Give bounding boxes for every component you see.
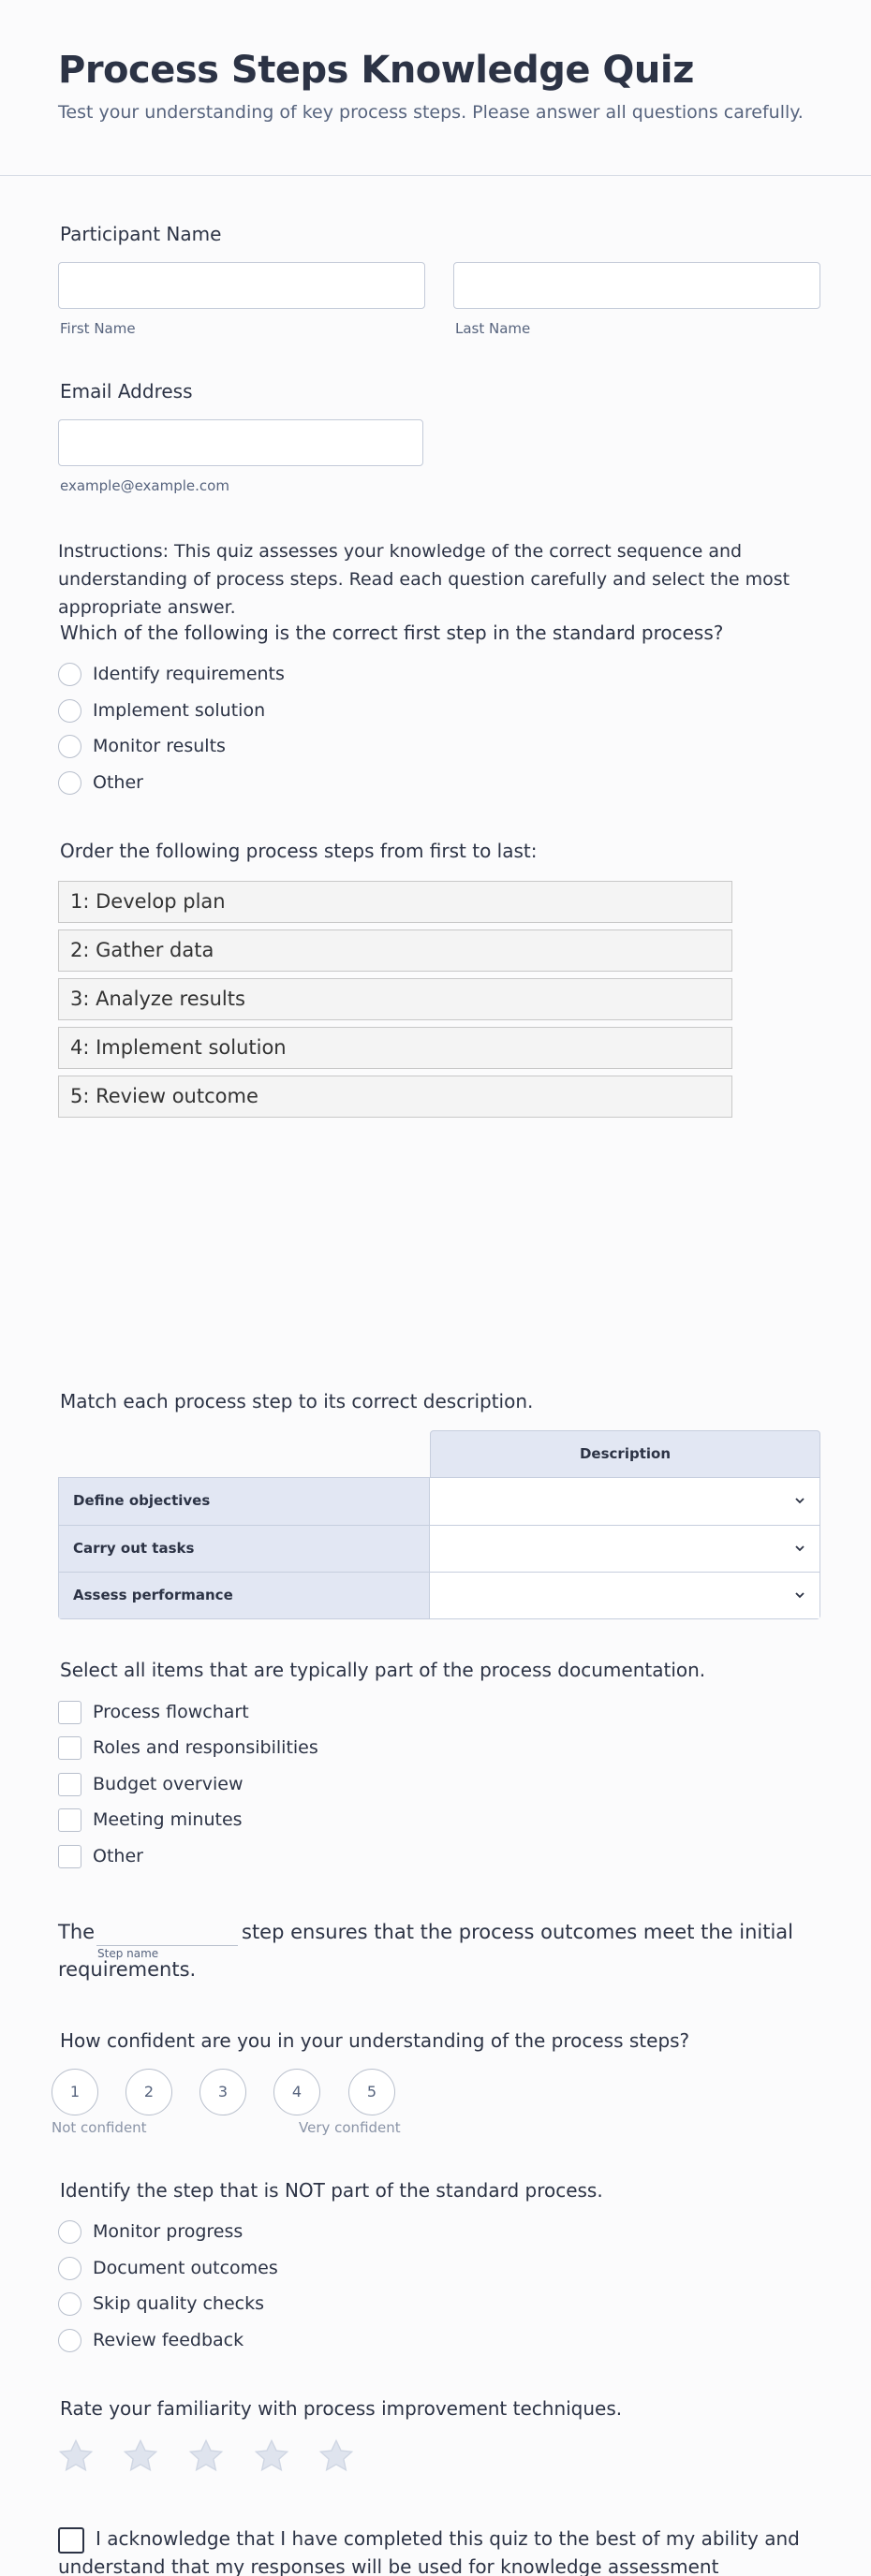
order-item[interactable]: 1: Develop plan <box>58 881 732 923</box>
q1-option[interactable] <box>58 768 143 797</box>
q6-question: How confident are you in your understanding of the process steps? <box>60 2029 690 2052</box>
q4-question: Select all items that are typically part of the process documentation. <box>60 1659 706 1681</box>
q4-option[interactable] <box>58 1734 318 1762</box>
q3-question: Match each process step to its correct description. <box>60 1390 534 1412</box>
email-sublabel: example@example.com <box>60 477 229 494</box>
radio-button[interactable] <box>58 2329 81 2352</box>
fill-blank-suffix: step ensures that the process outcomes meet the initial <box>242 1921 793 1943</box>
q7-question: Identify the step that is NOT part of the standard process. <box>60 2179 603 2202</box>
checkbox[interactable] <box>58 1808 81 1832</box>
q8-question: Rate your familiarity with process improvement techniques. <box>60 2397 623 2420</box>
fill-blank-prefix: The <box>58 1921 96 1943</box>
instructions-text: Instructions: This quiz assesses your knowledge of the correct sequence and understanding of process steps. Read each question carefully and select the most appropriate answer. <box>58 541 790 618</box>
radio-button[interactable] <box>58 699 81 723</box>
q7-option-label: Review feedback <box>93 2330 244 2350</box>
fill-blank-hint: Step name <box>97 1947 159 1960</box>
checkbox[interactable] <box>58 1845 81 1868</box>
q4-option[interactable] <box>58 1770 244 1798</box>
matrix-dropdown[interactable] <box>430 1526 819 1572</box>
q4-option[interactable] <box>58 1698 249 1726</box>
q1-option[interactable] <box>58 732 226 760</box>
q4-option-label: Roles and responsibilities <box>93 1737 318 1758</box>
acknowledge-text: I acknowledge that I have completed this quiz to the best of my ability and understand that my responses will be used for knowledge assessment <box>58 2527 800 2576</box>
radio-button[interactable] <box>58 771 81 795</box>
form-subtitle: Test your understanding of key process steps. Please answer all questions carefully. <box>58 102 804 123</box>
q4-option[interactable] <box>58 1806 243 1834</box>
checkbox[interactable] <box>58 1736 81 1760</box>
q7-option[interactable] <box>58 2217 243 2246</box>
first-name-input[interactable] <box>58 262 425 309</box>
radio-button[interactable] <box>58 2257 81 2280</box>
q4-option-label: Meeting minutes <box>93 1809 243 1830</box>
last-name-sublabel: Last Name <box>455 320 531 337</box>
q7-option-label: Document outcomes <box>93 2258 278 2278</box>
chevron-down-icon <box>793 1588 806 1602</box>
star-icon[interactable] <box>317 2437 356 2476</box>
matrix-row <box>59 1525 819 1572</box>
fill-blank-line2: requirements. <box>58 1958 197 1981</box>
email-input[interactable] <box>58 419 423 466</box>
q4-option-label: Process flowchart <box>93 1702 249 1722</box>
first-name-sublabel: First Name <box>60 320 136 337</box>
star-icon[interactable] <box>121 2437 160 2476</box>
q1-question: Which of the following is the correct first step in the standard process? <box>60 622 724 644</box>
q1-option-label: Other <box>93 772 143 793</box>
last-name-input[interactable] <box>453 262 820 309</box>
scale-option-4[interactable]: 4 <box>273 2069 320 2115</box>
matrix-dropdown[interactable] <box>430 1573 819 1618</box>
order-item[interactable]: 3: Analyze results <box>58 978 732 1020</box>
q7-option[interactable] <box>58 2326 244 2354</box>
q4-option[interactable] <box>58 1842 143 1870</box>
q2-question: Order the following process steps from first to last: <box>60 840 538 862</box>
scale-option-1[interactable]: 1 <box>52 2069 98 2115</box>
q1-option-label: Monitor results <box>93 736 226 756</box>
q4-option-label: Budget overview <box>93 1774 244 1794</box>
matrix-row <box>59 1478 819 1525</box>
q1-option[interactable] <box>58 696 265 724</box>
matrix-row <box>59 1572 819 1618</box>
radio-button[interactable] <box>58 2220 81 2244</box>
scale-option-5[interactable]: 5 <box>348 2069 395 2115</box>
q1-option[interactable] <box>58 660 285 688</box>
q7-option-label: Monitor progress <box>93 2221 244 2242</box>
form-title: Process Steps Knowledge Quiz <box>58 49 694 92</box>
checkbox[interactable] <box>58 1773 81 1796</box>
q7-option[interactable] <box>58 2254 278 2282</box>
matrix-dropdown[interactable] <box>430 1478 819 1525</box>
order-item[interactable]: 2: Gather data <box>58 929 732 972</box>
q1-option-label: Identify requirements <box>93 664 285 684</box>
q1-option-label: Implement solution <box>93 700 266 721</box>
q4-option-label: Other <box>93 1846 143 1866</box>
radio-button[interactable] <box>58 735 81 758</box>
radio-button[interactable] <box>58 663 81 686</box>
chevron-down-icon <box>793 1494 806 1507</box>
star-icon[interactable] <box>186 2437 226 2476</box>
matrix-row-label: Define objectives <box>59 1478 430 1525</box>
fill-blank-input[interactable] <box>96 1945 238 1946</box>
q7-option[interactable] <box>58 2290 264 2318</box>
star-icon[interactable] <box>252 2437 291 2476</box>
matrix-row-label: Carry out tasks <box>59 1526 430 1572</box>
matrix-table <box>58 1477 820 1619</box>
chevron-down-icon <box>793 1542 806 1555</box>
checkbox[interactable] <box>58 1701 81 1724</box>
q7-option-label: Skip quality checks <box>93 2293 265 2314</box>
scale-high-label: Very confident <box>299 2119 401 2136</box>
scale-low-label: Not confident <box>52 2119 147 2136</box>
star-icon[interactable] <box>56 2437 96 2476</box>
scale-option-2[interactable]: 2 <box>125 2069 172 2115</box>
radio-button[interactable] <box>58 2292 81 2316</box>
order-item[interactable]: 5: Review outcome <box>58 1076 732 1118</box>
order-item[interactable]: 4: Implement solution <box>58 1027 732 1069</box>
scale-option-3[interactable]: 3 <box>199 2069 246 2115</box>
matrix-row-label: Assess performance <box>59 1573 430 1618</box>
form-header <box>0 0 871 176</box>
name-label: Participant Name <box>60 223 222 245</box>
email-label: Email Address <box>60 380 193 402</box>
matrix-column-header: Description <box>430 1430 820 1478</box>
